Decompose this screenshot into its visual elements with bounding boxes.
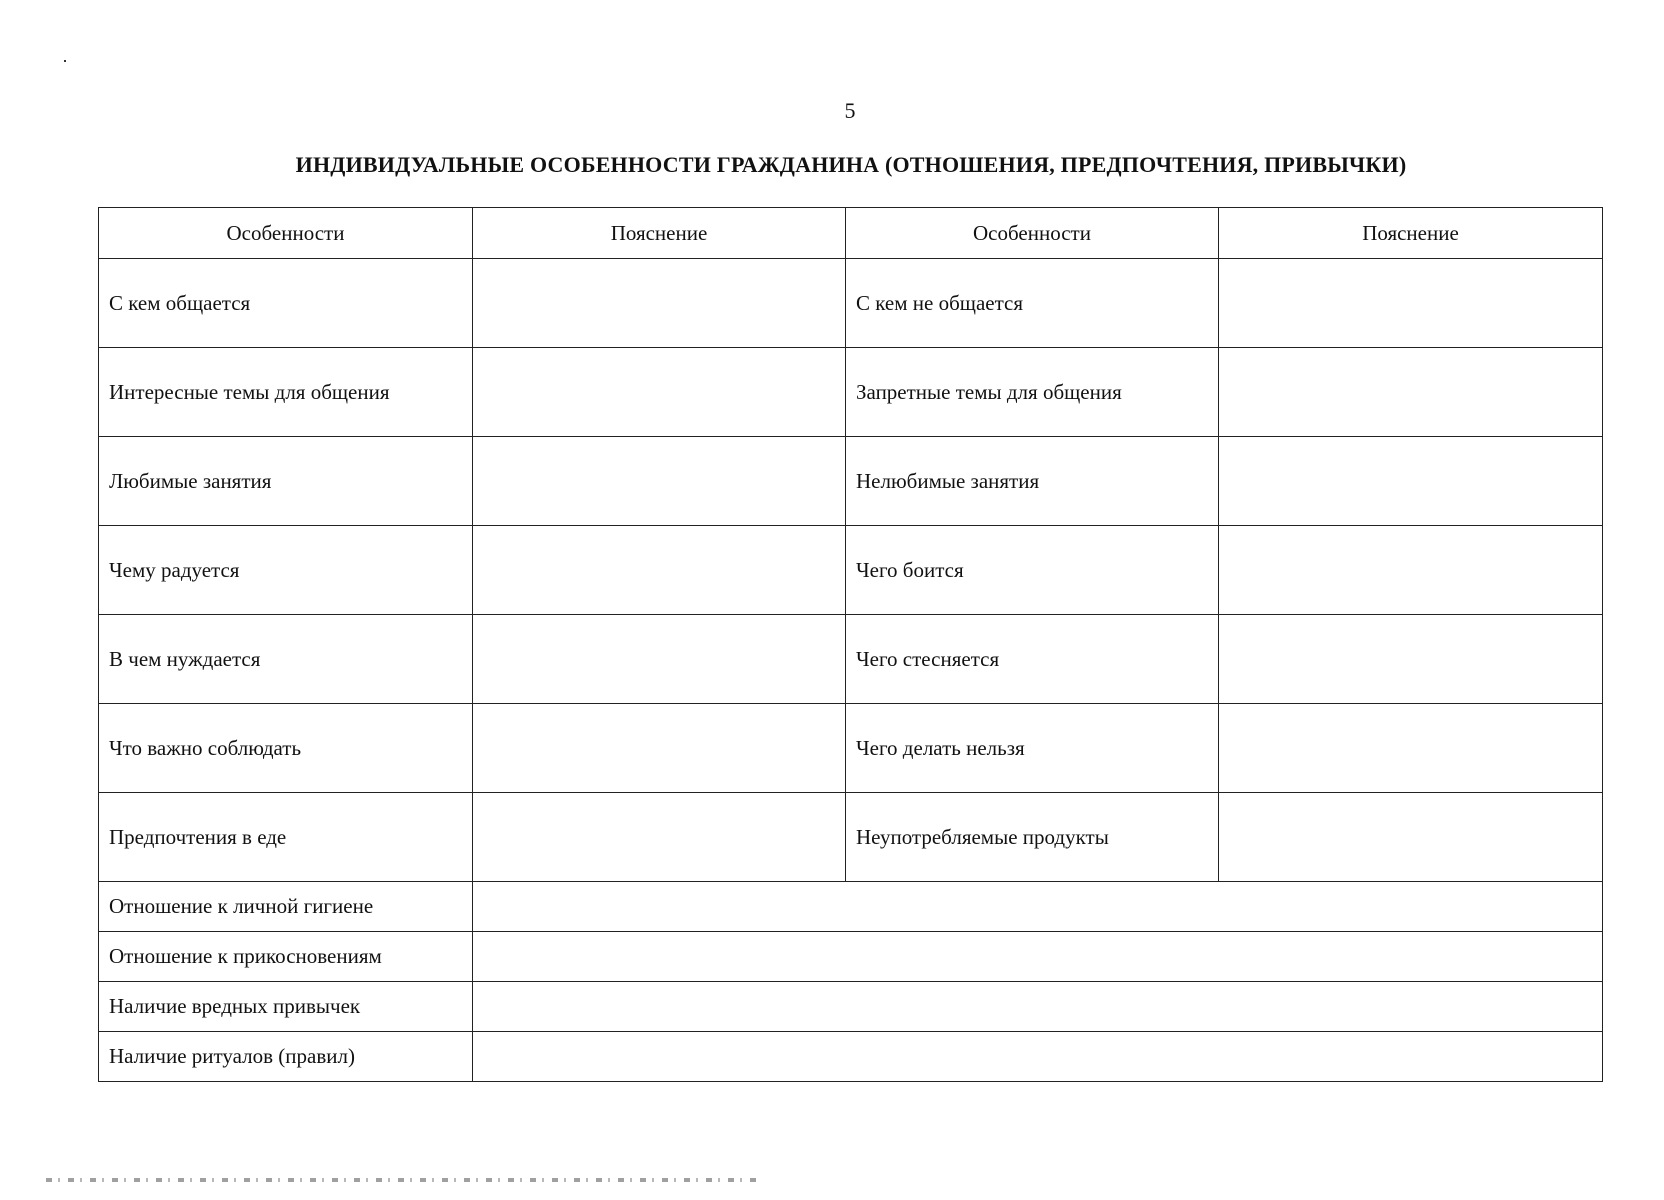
header-features: Особенности — [846, 208, 1219, 259]
feature-label: Интересные темы для общения — [99, 348, 473, 437]
table-row — [99, 932, 1603, 982]
table-row — [99, 882, 1603, 932]
header-explanation: Пояснение — [473, 208, 846, 259]
feature-label: Неупотребляемые продукты — [846, 793, 1219, 882]
explanation-cell[interactable] — [1219, 793, 1603, 882]
feature-label: Предпочтения в еде — [99, 793, 473, 882]
table-row — [99, 348, 1603, 437]
page-title: ИНДИВИДУАЛЬНЫЕ ОСОБЕННОСТИ ГРАЖДАНИНА (ОТНОШЕНИЯ, ПРЕДПОЧТЕНИЯ, ПРИВЫЧКИ) — [295, 152, 1407, 177]
attitude-label: Отношение к прикосновениям — [99, 932, 473, 982]
header-features: Особенности — [99, 208, 473, 259]
table-row — [99, 704, 1603, 793]
feature-label: Чего делать нельзя — [846, 704, 1219, 793]
scan-dot — [64, 60, 66, 62]
table-header-row — [99, 208, 1603, 259]
attitude-value-cell[interactable] — [473, 1032, 1603, 1082]
feature-label: Чего боится — [846, 526, 1219, 615]
explanation-cell[interactable] — [473, 704, 846, 793]
explanation-cell[interactable] — [1219, 704, 1603, 793]
feature-label: С кем не общается — [846, 259, 1219, 348]
header-explanation: Пояснение — [1219, 208, 1603, 259]
attitude-label: Наличие вредных привычек — [99, 982, 473, 1032]
feature-label: Чему радуется — [99, 526, 473, 615]
explanation-cell[interactable] — [473, 526, 846, 615]
page-number: 5 — [844, 98, 856, 123]
feature-label: Что важно соблюдать — [99, 704, 473, 793]
features-table — [98, 207, 1603, 1082]
explanation-cell[interactable] — [1219, 615, 1603, 704]
explanation-cell[interactable] — [1219, 259, 1603, 348]
feature-label: С кем общается — [99, 259, 473, 348]
table-row — [99, 982, 1603, 1032]
attitude-label: Отношение к личной гигиене — [99, 882, 473, 932]
table-row — [99, 526, 1603, 615]
feature-label: Чего стесняется — [846, 615, 1219, 704]
feature-label: Запретные темы для общения — [846, 348, 1219, 437]
scan-artifact — [46, 1178, 756, 1182]
feature-label: Любимые занятия — [99, 437, 473, 526]
attitude-value-cell[interactable] — [473, 932, 1603, 982]
feature-label: В чем нуждается — [99, 615, 473, 704]
explanation-cell[interactable] — [1219, 526, 1603, 615]
explanation-cell[interactable] — [473, 793, 846, 882]
table-row — [99, 1032, 1603, 1082]
attitude-value-cell[interactable] — [473, 982, 1603, 1032]
explanation-cell[interactable] — [473, 437, 846, 526]
explanation-cell[interactable] — [1219, 348, 1603, 437]
attitude-value-cell[interactable] — [473, 882, 1603, 932]
feature-label: Нелюбимые занятия — [846, 437, 1219, 526]
attitude-label: Наличие ритуалов (правил) — [99, 1032, 473, 1082]
explanation-cell[interactable] — [473, 348, 846, 437]
table-row — [99, 437, 1603, 526]
table-row — [99, 259, 1603, 348]
explanation-cell[interactable] — [1219, 437, 1603, 526]
explanation-cell[interactable] — [473, 259, 846, 348]
table-row — [99, 615, 1603, 704]
explanation-cell[interactable] — [473, 615, 846, 704]
table-row — [99, 793, 1603, 882]
